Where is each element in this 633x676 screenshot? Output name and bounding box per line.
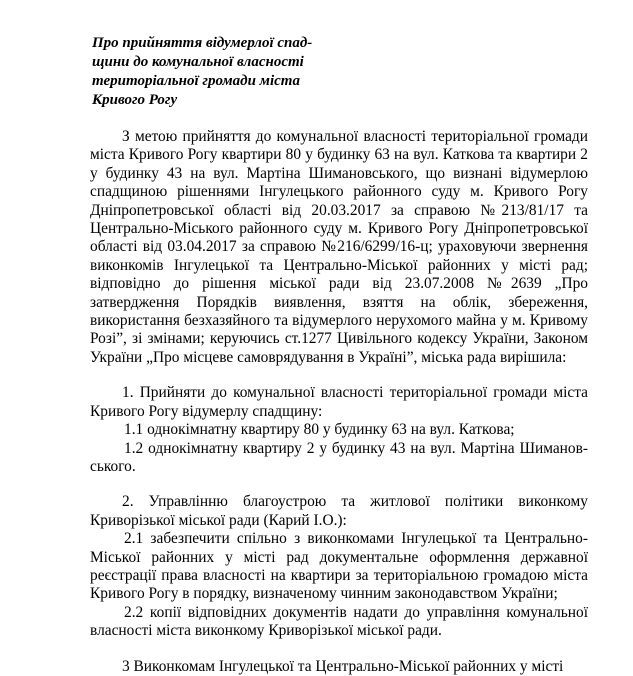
document-body	[90, 128, 588, 676]
title-line: щини до комунальної власності	[92, 54, 304, 70]
item-1-1: 1.1 однокімнатну квартиру 80 у будинку 63 на вул. Каткова;	[124, 421, 515, 439]
title-line: Про прийняття відумерлої спад-	[92, 35, 313, 51]
item-1: 1. Прийняти до комунальної власності територіальної громади міста Кривого Рогу відумерлу спадщину:	[90, 384, 588, 420]
item-2: 2. Управлінню благоустрою та житлової політики виконкому Криворізької міської ради (Карий І.О.):	[90, 493, 588, 529]
document-title	[92, 34, 332, 110]
title-line: Кривого Рогу	[92, 92, 178, 108]
item-2-2: 2.2 копії відповідних документів надати до управління комунальної власності міста виконкому Криворізької міської ради.	[90, 603, 588, 640]
title-line: територіальної громади міста	[92, 73, 300, 89]
item-1-2: 1.2 однокімнатну квартиру 2 у будинку 43 на вул. Мартіна Шиманов-ського.	[90, 439, 588, 475]
item-2-1: 2.1 забезпечити спільно з виконкомами Інгулецької та Центрально-Міської районних у місті рад документальне оформлення державної реєстрації права власності на квартири за територіальною громадою міста Кривого Рогу в порядку, визначеному чинним законодавством України;	[90, 530, 588, 603]
item-3: 3 Виконкомам Інгулецької та Центрально-Міської районних у місті	[122, 657, 564, 675]
preamble-paragraph: З метою прийняття до комунальної власності територіальної громади міста Кривого Рогу квартири 80 у будинку 63 на вул. Каткова та квартири 2 у будинку 43 на вул. Мартіна Шимановського, що визнані відумерлою спадщиною рішеннями Інгулецького районного суду м. Кривого Рогу Дніпропетровської області від 20.03.2017 за справою №213/81/17 та Центрально-Міського районного суду м. Кривого Рогу Дніпропетровської області від 03.04.2017 за справою №216/6299/16-ц; ураховуючи звернення виконкомів Інгулецької та Центрально-Міської районних у місті рад; відповідно до рішення міської ради від 23.07.2008 №2639 „Про затвердження Порядків виявлення, взяття на облік, збереження, використання безхазяйного та відумерлого нерухомого майна у м. Кривому Розі”, зі змінами; керуючись ст.1277 Цивільного кодексу України, Законом України „Про місцеве самоврядування в Україні”, міська рада вирішила:	[90, 128, 588, 366]
